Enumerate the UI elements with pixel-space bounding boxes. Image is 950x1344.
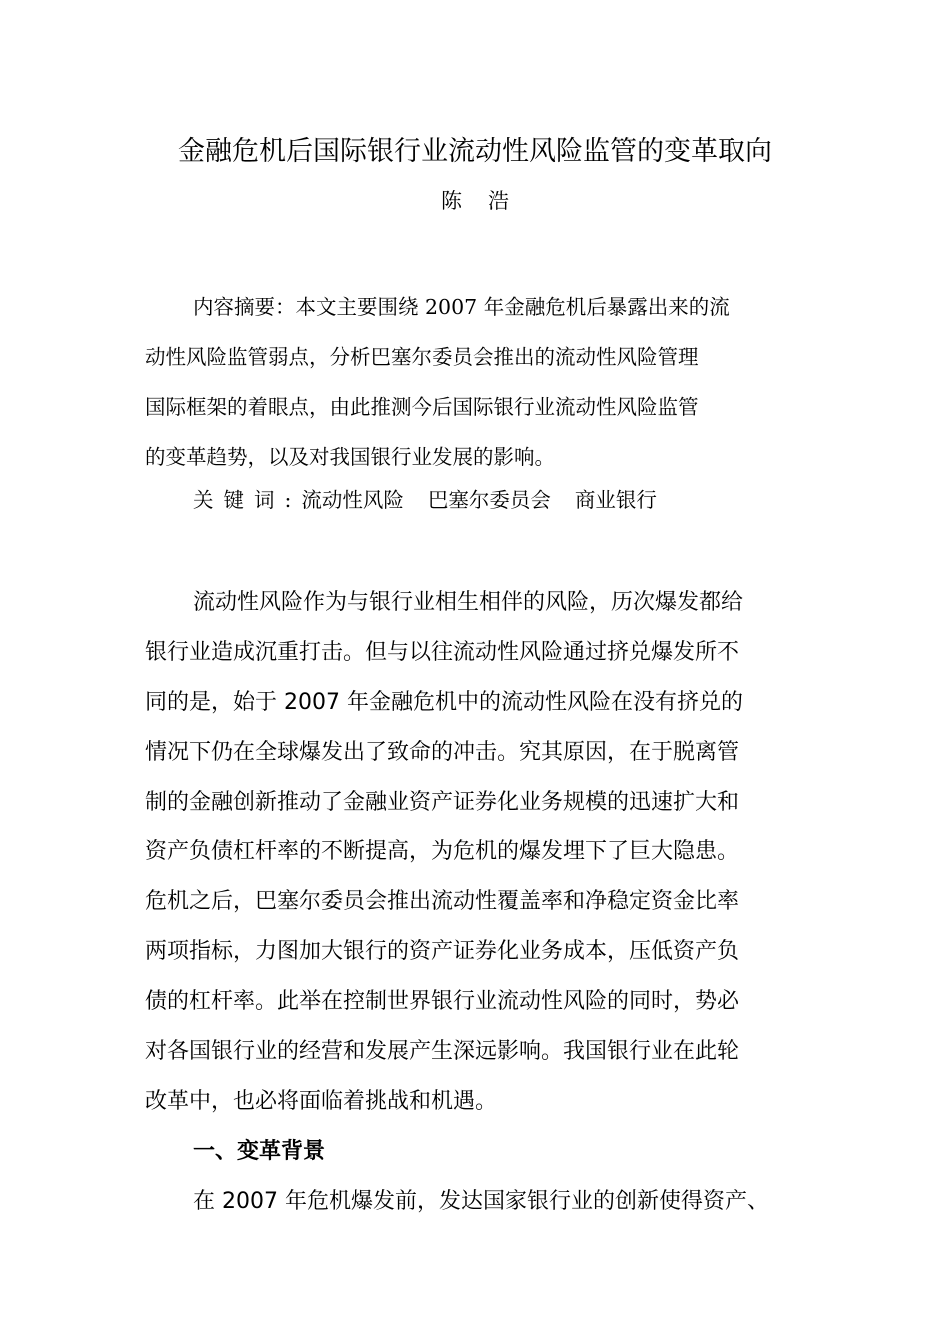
abstract-text: 本文主要围绕 2007 年金融危机后暴露出来的流 xyxy=(295,295,730,319)
body-line: 情况下仍在全球爆发出了致命的冲击。究其原因，在于脱离管 xyxy=(145,739,740,765)
abstract-line: 国际框架的着眼点，由此推测今后国际银行业流动性风险监管 xyxy=(145,395,699,419)
author-given-name: 浩 xyxy=(488,189,509,213)
abstract-line xyxy=(145,282,810,332)
document-title: 金融危机后国际银行业流动性风险监管的变革取向 xyxy=(178,136,772,167)
body-line: 改革中，也必将面临着挑战和机遇。 xyxy=(145,1088,498,1114)
keyword-item: 商业银行 xyxy=(574,488,657,512)
abstract xyxy=(145,282,810,482)
author-name xyxy=(0,186,950,216)
abstract-line: 动性风险监管弱点，分析巴塞尔委员会推出的流动性风险管理 xyxy=(145,345,699,369)
abstract-line: 的变革趋势，以及对我国银行业发展的影响。 xyxy=(145,445,555,469)
abstract-label: 内容摘要： xyxy=(193,295,296,319)
keyword-item: 流动性风险 xyxy=(301,488,404,512)
body-line: 在 2007 年危机爆发前，发达国家银行业的创新使得资产、 xyxy=(193,1188,769,1214)
body-line: 同的是，始于 2007 年金融危机中的流动性风险在没有挤兑的 xyxy=(145,689,743,715)
body-line: 资产负债杠杆率的不断提高，为危机的爆发埋下了巨大隐患。 xyxy=(145,839,740,865)
body-line: 债的杠杆率。此举在控制世界银行业流动性风险的同时，势必 xyxy=(145,989,740,1015)
body-line: 危机之后，巴塞尔委员会推出流动性覆盖率和净稳定资金比率 xyxy=(145,889,740,915)
author-surname: 陈 xyxy=(441,189,462,213)
body-text xyxy=(145,578,815,1227)
body-line: 对各国银行业的经营和发展产生深远影响。我国银行业在此轮 xyxy=(145,1039,740,1065)
keywords xyxy=(193,482,657,518)
section-heading: 一、变革背景 xyxy=(193,1138,326,1164)
keywords-label: 关键词: xyxy=(193,488,302,512)
body-line: 两项指标，力图加大银行的资产证券化业务成本，压低资产负 xyxy=(145,939,740,965)
keyword-item: 巴塞尔委员会 xyxy=(427,488,551,512)
body-line: 流动性风险作为与银行业相生相伴的风险，历次爆发都给 xyxy=(193,590,744,615)
body-line: 银行业造成沉重打击。但与以往流动性风险通过挤兑爆发所不 xyxy=(145,639,740,665)
body-line: 制的金融创新推动了金融业资产证券化业务规模的迅速扩大和 xyxy=(145,789,740,815)
